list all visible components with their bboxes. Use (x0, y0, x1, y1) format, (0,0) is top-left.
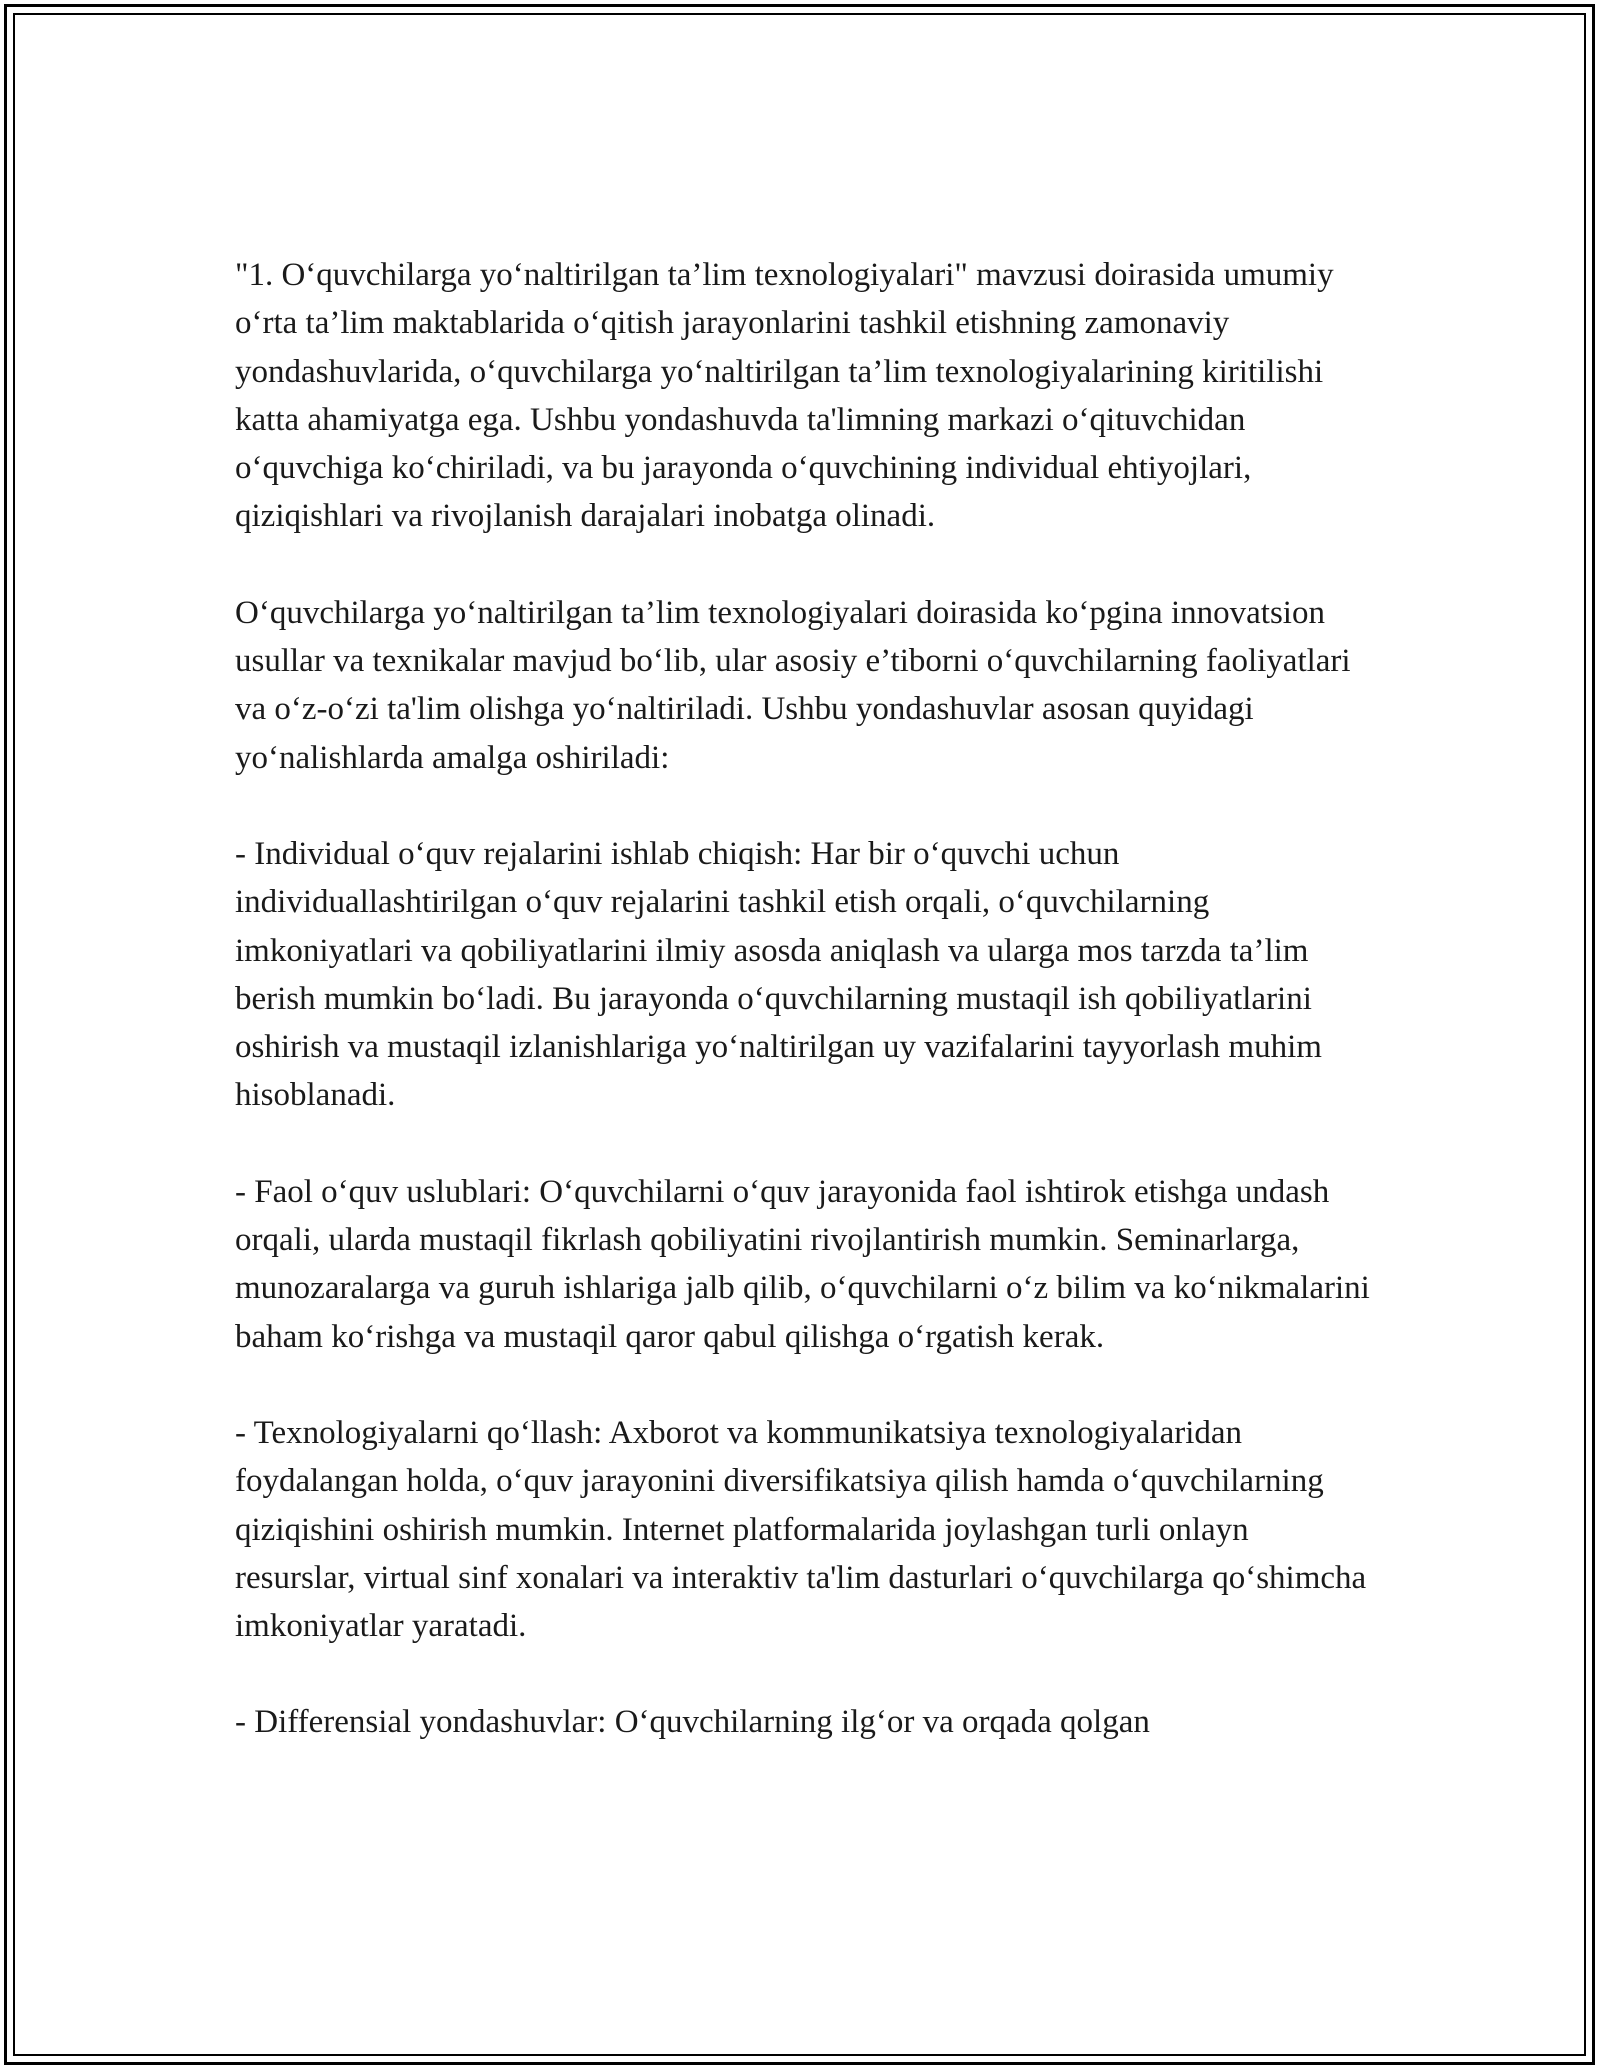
list-item-technologies: - Texnologiyalarni qo‘llash: Axborot va kommunikatsiya texnologiyalaridan foydalangan holda, o‘quv jarayonini diversifikatsiya qilish hamda o‘quvchilarning qiziqishini oshirish mumkin. Internet platformalarida joylashgan turli onlayn resurslar, virtual sinf xonalari va interaktiv ta'lim dasturlari o‘quvchilarga qo‘shimcha imkoniyatlar yaratadi. (235, 1414, 1367, 1645)
list-item-differential: - Differensial yondashuvlar: O‘quvchilarning ilg‘or va orqada qolgan (235, 1704, 1150, 1741)
list-item-active-methods: - Faol o‘quv uslublari: O‘quvchilarni o‘quv jarayonida faol ishtirok etishga undash orqali, ularda mustaqil fikrlash qobiliyatini rivojlantirish mumkin. Seminarlarga, munozaralarga va guruh ishlariga jalb qilib, o‘quvchilarni o‘z bilim va ko‘nikmalarini baham ko‘rishga va mustaqil qaror qabul qilishga o‘rgatish kerak. (235, 1173, 1370, 1355)
list-item-individual-plans: - Individual o‘quv rejalarini ishlab chiqish: Har bir o‘quvchi uchun individuallashtirilgan o‘quv rejalarini tashkil etish orqali, o‘quvchilarning imkoniyatlari va qobiliyatlarini ilmiy asosda aniqlash va ularga mos tarzda ta’lim berish mumkin bo‘ladi. Bu jarayonda o‘quvchilarning mustaqil ish qobiliyatlarini oshirish va mustaqil izlanishlariga yo‘naltirilgan uy vazifalarini tayyorlash muhim hisoblanadi. (235, 835, 1322, 1114)
document-body (235, 251, 1375, 1747)
paragraph-overview: O‘quvchilarga yo‘naltirilgan ta’lim texnologiyalari doirasida ko‘pgina innovatsion usullar va texnikalar mavjud bo‘lib, ular asosiy e’tiborni o‘quvchilarning faoliyatlari va o‘z-o‘zi ta'lim olishga yo‘naltiriladi. Ushbu yondashuvlar asosan quyidagi yo‘nalishlarda amalga oshiriladi: (235, 594, 1351, 776)
paragraph-intro: "1. O‘quvchilarga yo‘naltirilgan ta’lim texnologiyalari" mavzusi doirasida umumiy o‘rta ta’lim maktablarida o‘qitish jarayonlarini tashkil etishning zamonaviy yondashuvlarida, o‘quvchilarga yo‘naltirilgan ta’lim texnologiyalarining kiritilishi katta ahamiyatga ega. Ushbu yondashuvda ta'limning markazi o‘qituvchidan o‘quvchiga ko‘chiriladi, va bu jarayonda o‘quvchining individual ehtiyojlari, qiziqishlari va rivojlanish darajalari inobatga olinadi. (235, 257, 1334, 535)
